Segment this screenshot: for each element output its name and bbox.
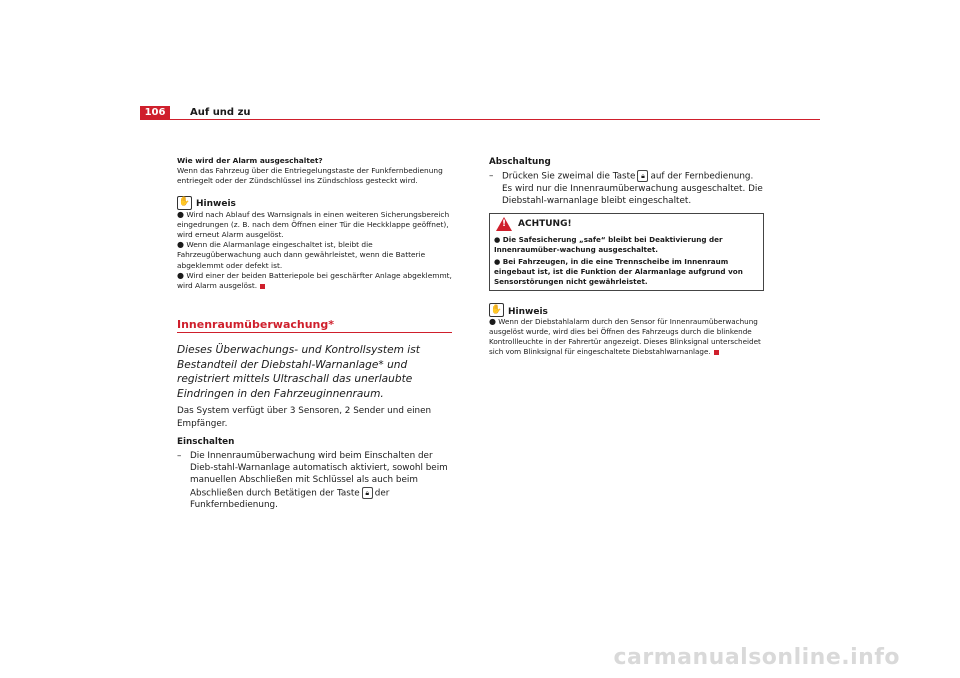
section-intro: Dieses Überwachungs- und Kontrollsystem ist Bestandteil der Diebstahl-Warnanlage* und registriert mittels Ultraschall das unerlaubte Eindringen in den Fahrzeuginnenraum. [177,344,420,400]
note-text: ● Wenn der Diebstahlalarm durch den Sensor für Innenraumüberwachung ausgelöst wurde, wird dies bei Öffnen des Fahrzeugs durch die blinkende Kontrollleuchte in der Fahrertür angezeigt. Dieses Blinksignal unterscheidet sich vom Blinksignal für eingeschaltete Diebstahlwarnanlage. [489,317,761,357]
warning-heading [496,217,759,231]
note-title: Hinweis [508,307,548,318]
disable-step: – Drücken Sie zweimal die Taste 🔒︎ auf der Fernbedienung. Es wird nur die Innenraumüberwachung ausgeschaltet. Die Diebstahl-warnanlage bleibt eingeschaltet. [489,171,763,207]
system-text: Das System verfügt über 3 Sensoren, 2 Sender und einen Empfänger. [177,406,432,429]
note-hand-icon: ✋ [489,303,504,317]
section-title: Innenraumüberwachung* [177,318,335,332]
page-number: 106 [140,106,170,119]
warning-title: ACHTUNG! [518,219,572,230]
note-hand-icon: ✋ [177,196,192,210]
enable-step: – Die Innenraumüberwachung wird beim Einschalten der Dieb-stahl-Warnanlage automatisch aktiviert, sowohl beim manuellen Abschließen mit Schlüssel als auch beim Abschließen durch Betätigen der Taste 🔒︎ der Funkfernbedienung. [177,451,448,511]
question-title: Wie wird der Alarm ausgeschaltet? [177,156,323,165]
left-column [177,156,452,512]
right-column [489,156,764,357]
note-bullet: ● Wenn die Alarmanlage eingeschaltet ist, bleibt die Fahrzeugüberwachung auch dann gewährleistet, wenn die Batterie abgeklemmt oder defekt ist. [177,240,426,270]
note-bullet: ● Wird einer der beiden Batteriepole bei geschärfter Anlage abgeklemmt, wird Alarm ausgelöst. [177,270,452,291]
chapter-title: Auf und zu [190,107,251,118]
lock-key-icon: 🔒︎ [362,487,373,499]
watermark: carmanualsonline.info [613,645,900,670]
warning-bullet: ● Die Safesicherung „safe“ bleibt bei Deaktivierung der Innenraumüber-wachung ausgeschaltet. [494,235,723,255]
lock-key-icon: 🔒︎ [637,170,648,182]
disable-title: Abschaltung [489,157,551,167]
header-rule [140,119,820,120]
note-heading [489,303,764,317]
note-bullet: ● Wird nach Ablauf des Warnsignals in einen weiteren Sicherungsbereich eingedrungen (z. B. nach dem Öffnen einer Tür die Heckklappe geöffnet), wird erneut Alarm ausgelöst. [177,209,450,240]
warning-triangle-icon: ! [496,217,512,231]
note-title: Hinweis [196,199,236,210]
enable-title: Einschalten [177,436,235,447]
end-mark [260,284,265,289]
warning-bullet: ● Bei Fahrzeugen, in die eine Trennscheibe im Innenraum eingebaut ist, ist die Funktion der Alarmanlage aufgrund von Sensorstörungen nicht gewährleistet. [494,256,743,286]
end-mark [714,350,719,355]
question-text: Wenn das Fahrzeug über die Entriegelungstaste der Funkfernbedienung entriegelt oder der Zündschlüssel ins Zündschloss gesteckt wird. [177,166,443,186]
warning-box [489,213,764,291]
section-rule [177,332,452,333]
note-heading [177,196,452,210]
